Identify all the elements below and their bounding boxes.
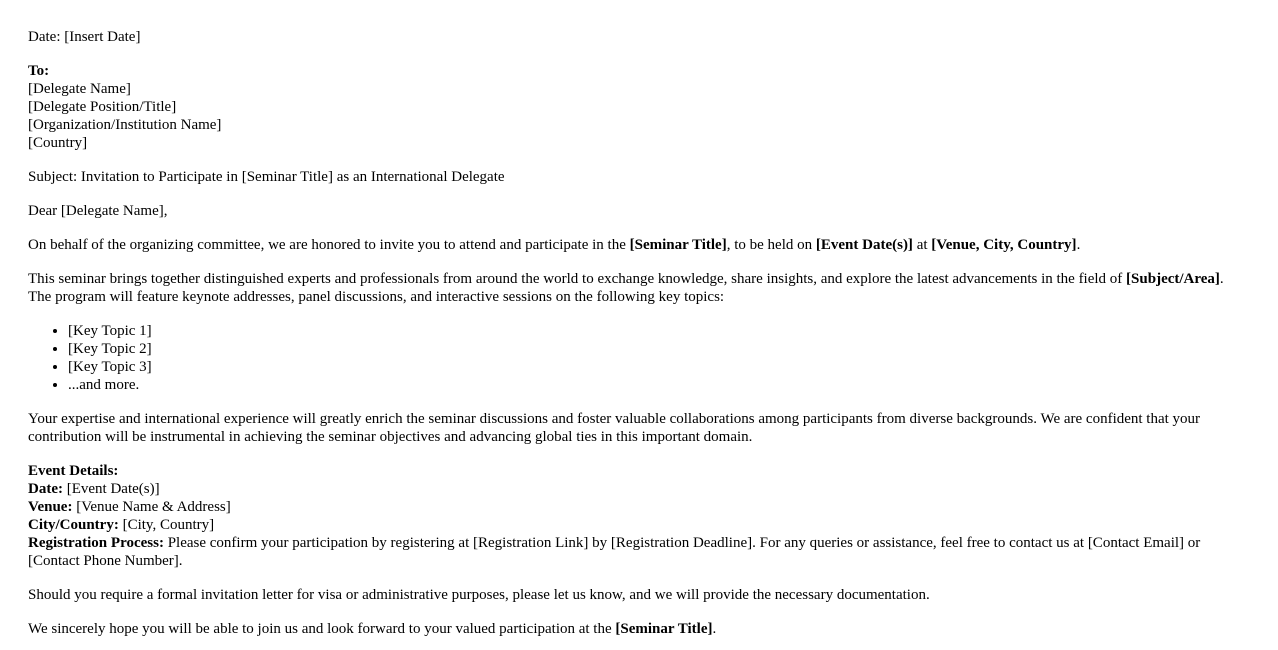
detail-value: [City, Country] — [118, 517, 215, 533]
venue-city-country: [Venue, City, Country] — [931, 237, 1077, 253]
list-item: • [Key Topic 3] — [68, 358, 1250, 376]
to-label: To: — [28, 63, 50, 79]
paragraph-invitation — [28, 236, 1250, 254]
recipient-name: [Delegate Name] — [28, 81, 131, 97]
paragraph-text: . — [712, 621, 717, 637]
detail-date — [28, 480, 1250, 498]
recipient-country: [Country] — [28, 135, 88, 151]
paragraph-text: at — [912, 237, 932, 253]
event-details-heading: Event Details: — [28, 463, 119, 479]
paragraph-text: . — [1076, 237, 1081, 253]
event-dates: [Event Date(s)] — [815, 237, 913, 253]
detail-value: Please confirm your participation by registering at [Registration Link] by [Registration Deadline]. For any queries or assistance, feel free to contact us at [Contact Email] or [Contact Phone Number]. — [28, 535, 1201, 569]
seminar-title: [Seminar Title] — [629, 237, 727, 253]
paragraph-text: We sincerely hope you will be able to join us and look forward to your valued participation at the — [28, 621, 616, 637]
subject-area: [Subject/Area] — [1126, 271, 1220, 287]
list-item: • ...and more. — [68, 376, 1250, 394]
detail-venue — [28, 498, 1250, 516]
paragraph-closing — [28, 620, 1250, 638]
detail-value: [Venue Name & Address] — [72, 499, 231, 515]
detail-label: Date: — [28, 481, 63, 497]
detail-label: Registration Process: — [28, 535, 164, 551]
seminar-title: [Seminar Title] — [615, 621, 713, 637]
detail-label: City/Country: — [28, 517, 119, 533]
list-item: • [Key Topic 2] — [68, 340, 1250, 358]
detail-city-country — [28, 516, 1250, 534]
date-line: Date: [Insert Date] — [28, 29, 141, 45]
subject-line: Subject: Invitation to Participate in [Seminar Title] as an International Delegate — [28, 169, 505, 185]
paragraph-seminar-overview — [28, 270, 1250, 306]
recipient-block — [28, 62, 1250, 152]
key-topics-list — [28, 322, 1250, 394]
detail-label: Venue: — [28, 499, 73, 515]
paragraph-expertise: Your expertise and international experience will greatly enrich the seminar discussions and foster valuable collaborations among participants from diverse backgrounds. We are confident that your contribution will be instrumental in achieving the seminar objectives and advancing global ties in this important domain. — [28, 411, 1201, 445]
paragraph-text: . The program will feature keynote addresses, panel discussions, and interactive sessions on the following key topics: — [28, 271, 1224, 305]
salutation: Dear [Delegate Name], — [28, 203, 168, 219]
list-item: • [Key Topic 1] — [68, 322, 1250, 340]
recipient-position: [Delegate Position/Title] — [28, 99, 177, 115]
paragraph-text: , to be held on — [726, 237, 816, 253]
detail-registration — [28, 534, 1250, 570]
paragraph-text: This seminar brings together distinguished experts and professionals from around the world to exchange knowledge, share insights, and explore the latest advancements in the field of — [28, 271, 1127, 287]
event-details-block — [28, 462, 1250, 570]
detail-value: [Event Date(s)] — [62, 481, 160, 497]
paragraph-text: On behalf of the organizing committee, we are honored to invite you to attend and participate in the — [28, 237, 630, 253]
paragraph-visa: Should you require a formal invitation letter for visa or administrative purposes, please let us know, and we will provide the necessary documentation. — [28, 587, 930, 603]
recipient-organization: [Organization/Institution Name] — [28, 117, 222, 133]
